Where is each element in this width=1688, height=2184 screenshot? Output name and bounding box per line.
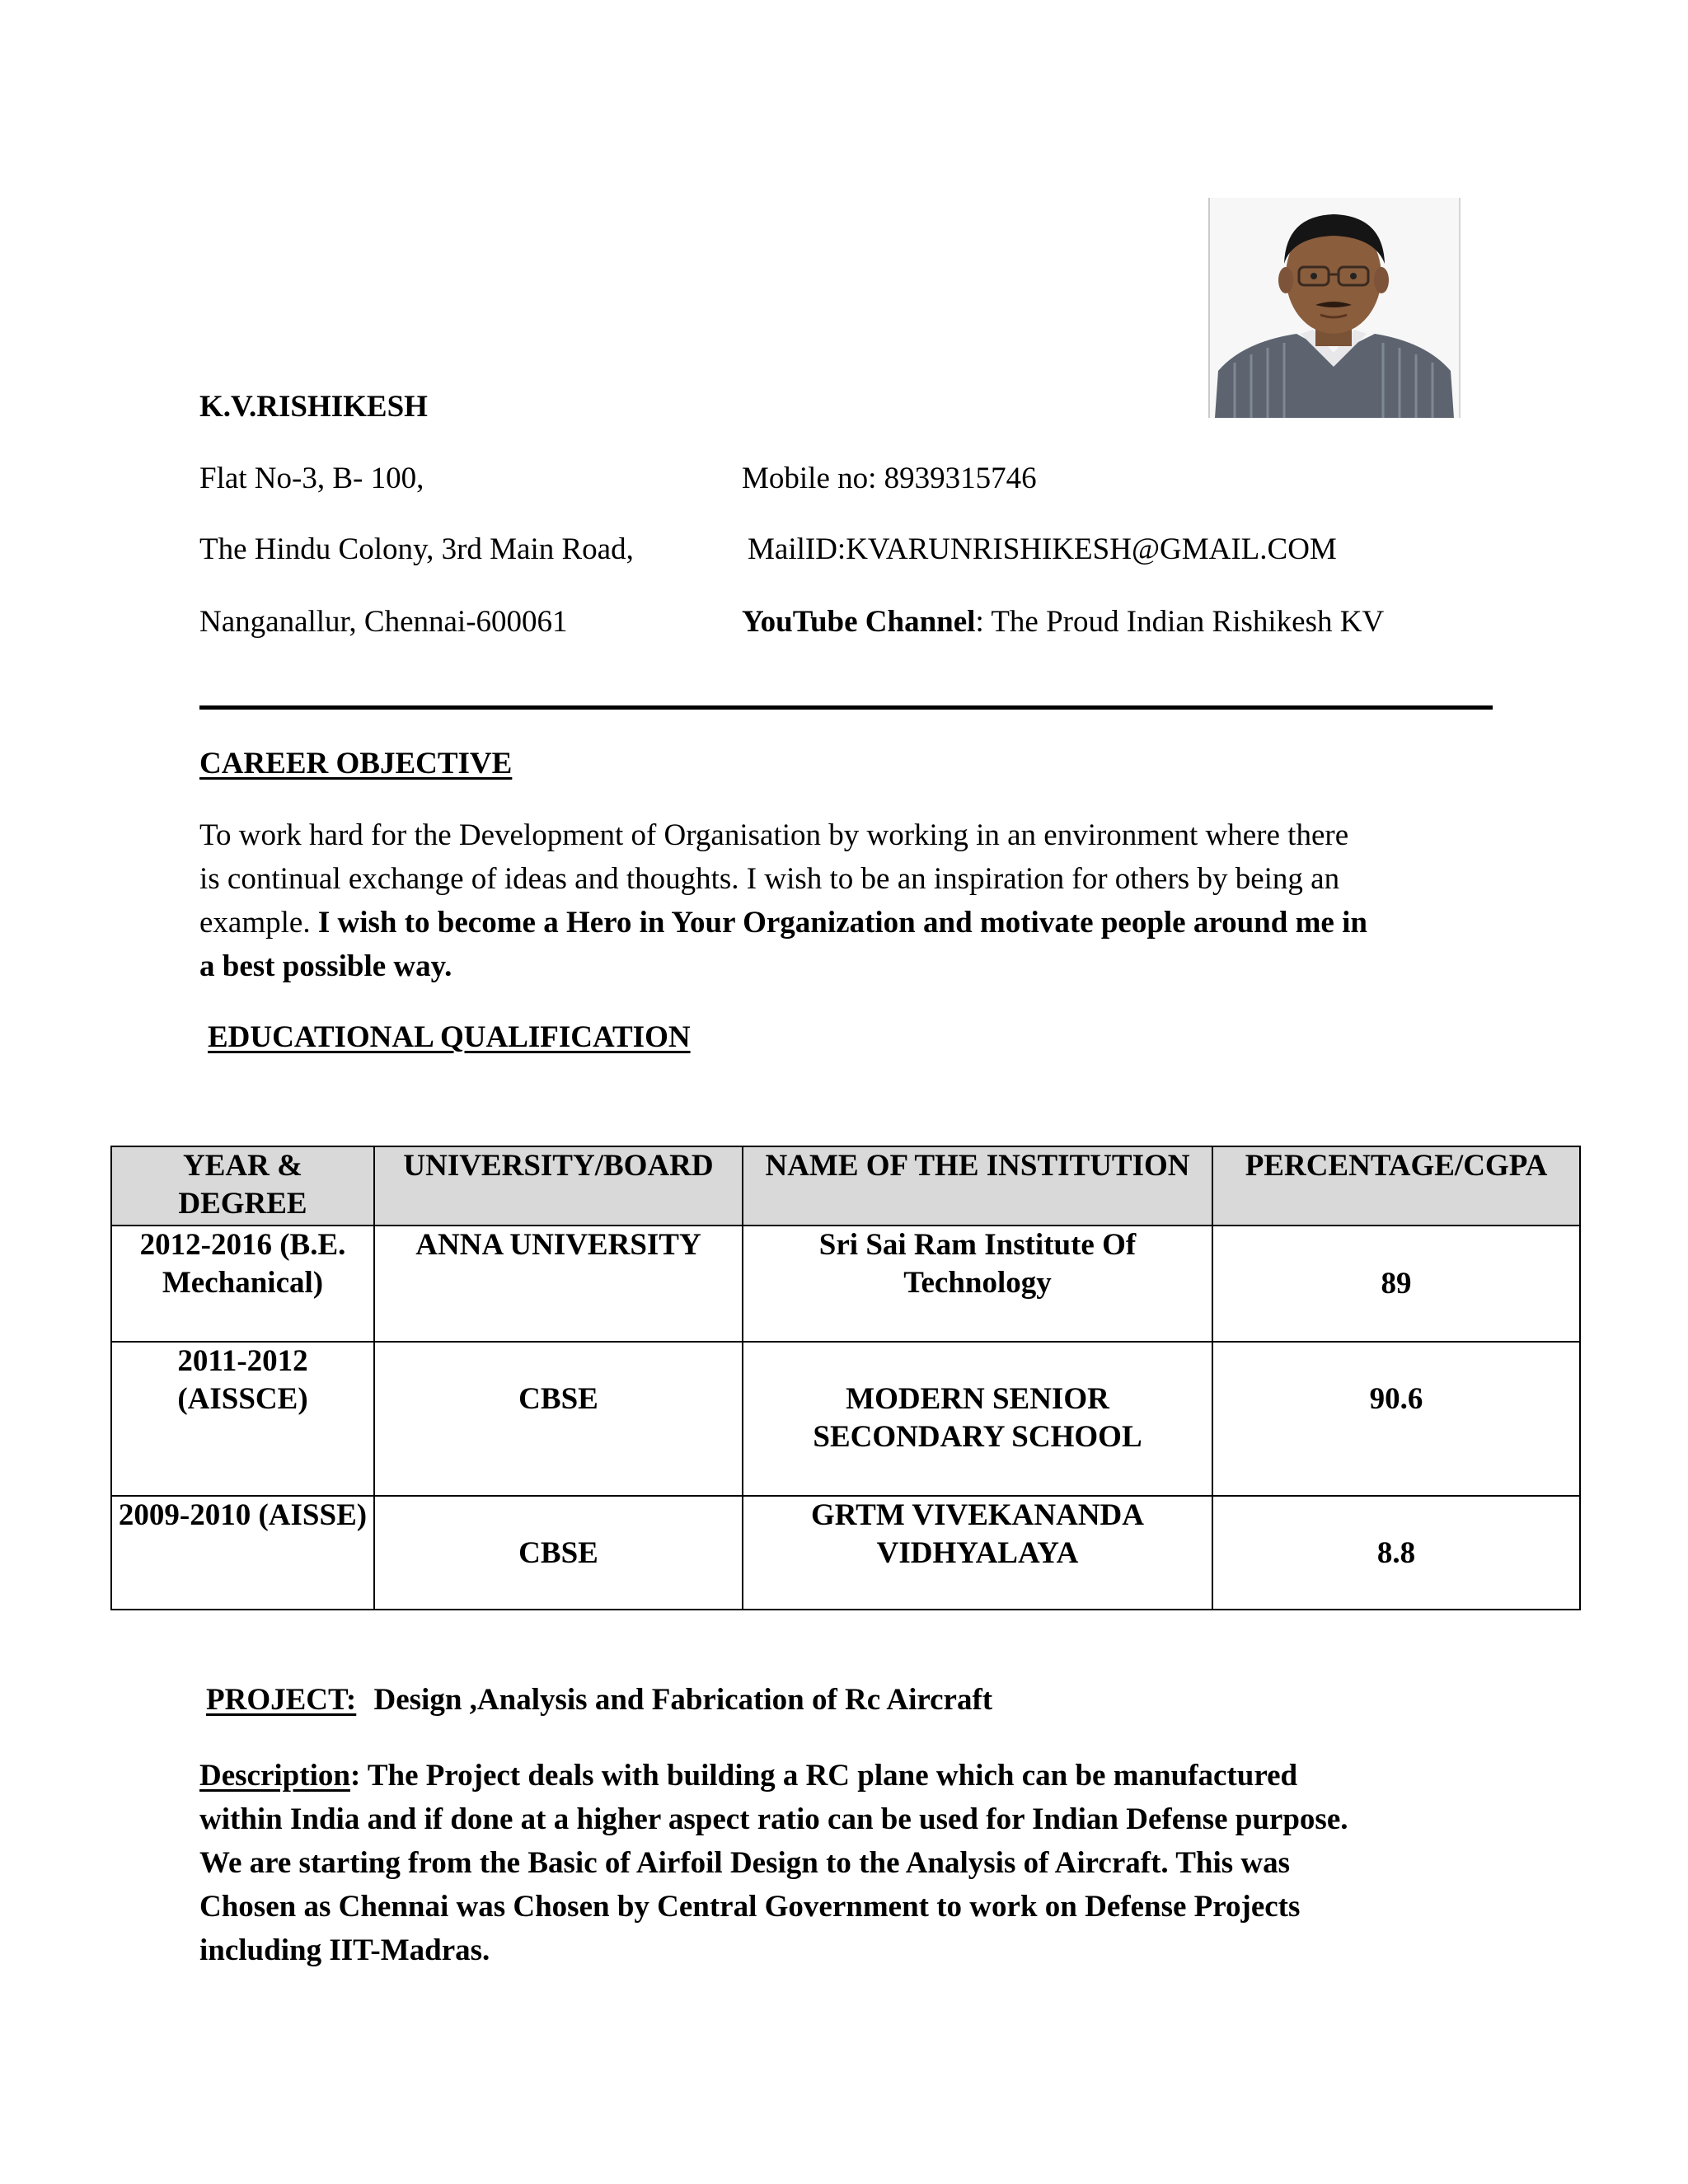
cell-board: CBSE: [374, 1496, 743, 1610]
career-line-3: [199, 901, 1502, 944]
header-divider: [199, 705, 1493, 710]
column-header-institution: NAME OF THE INSTITUTION: [743, 1146, 1212, 1226]
career-line-4: a best possible way.: [199, 949, 452, 983]
education-heading: EDUCATIONAL QUALIFICATION: [208, 1020, 691, 1054]
description-line-5: including IIT-Madras.: [199, 1933, 490, 1967]
project-label: PROJECT:: [206, 1683, 357, 1717]
youtube-channel: [742, 607, 1384, 637]
cell-year-degree: 2009-2010 (AISSE): [111, 1496, 374, 1610]
cell-year-degree: 2012-2016 (B.E. Mechanical): [111, 1226, 374, 1342]
education-table: [110, 1146, 1581, 1610]
column-header-percentage: PERCENTAGE/CGPA: [1212, 1146, 1580, 1226]
career-objective-heading: CAREER OBJECTIVE: [199, 747, 513, 780]
project-line: [206, 1685, 992, 1715]
description-line-3: We are starting from the Basic of Airfoil Design to the Analysis of Aircraft. This was: [199, 1846, 1291, 1880]
career-objective-text: [199, 813, 1502, 988]
address-line-1: Flat No-3, B- 100,: [199, 462, 424, 495]
table-row: [111, 1342, 1580, 1496]
cell-year-degree: 2011-2012 (AISSCE): [111, 1342, 374, 1496]
cell-board: CBSE: [374, 1342, 743, 1496]
mobile-number: Mobile no: 8939315746: [742, 462, 1037, 495]
description-line-2: within India and if done at a higher aspect ratio can be used for Indian Defense purpose.: [199, 1802, 1348, 1836]
career-line-1: To work hard for the Development of Organisation by working in an environment where there: [199, 818, 1349, 852]
cell-score: 8.8: [1212, 1496, 1580, 1610]
column-header-university: UNIVERSITY/BOARD: [374, 1146, 743, 1226]
table-row: [111, 1496, 1580, 1610]
description-label: Description: [199, 1759, 350, 1793]
project-title: Design ,Analysis and Fabrication of Rc Aircraft: [373, 1683, 993, 1717]
cell-institution: MODERN SENIOR SECONDARY SCHOOL: [743, 1342, 1212, 1496]
cell-score: 89: [1212, 1226, 1580, 1342]
career-line-3-bold: I wish to become a Hero in Your Organization and motivate people around me in: [317, 906, 1367, 940]
youtube-value: : The Proud Indian Rishikesh KV: [975, 605, 1385, 639]
address-line-2: The Hindu Colony, 3rd Main Road,: [199, 532, 634, 566]
person-photo-icon: [1210, 198, 1459, 418]
cell-institution: Sri Sai Ram Institute Of Technology: [743, 1226, 1212, 1342]
cell-institution: GRTM VIVEKANANDA VIDHYALAYA: [743, 1496, 1212, 1610]
column-header-year-degree: YEAR & DEGREE: [111, 1146, 374, 1226]
project-description: [199, 1754, 1348, 1972]
description-line-1: [199, 1754, 1348, 1797]
description-line-4: Chosen as Chennai was Chosen by Central Government to work on Defense Projects: [199, 1890, 1301, 1924]
description-line-1-text: : The Project deals with building a RC plane which can be manufactured: [349, 1759, 1298, 1793]
career-line-3-plain: example.: [199, 906, 311, 940]
address-line-3: Nanganallur, Chennai-600061: [199, 605, 568, 639]
career-line-2: is continual exchange of ideas and thoughts. I wish to be an inspiration for others by being an: [199, 862, 1340, 896]
cell-score: 90.6: [1212, 1342, 1580, 1496]
profile-photo: [1208, 198, 1461, 418]
candidate-name: K.V.RISHIKESH: [199, 390, 428, 424]
cell-board: ANNA UNIVERSITY: [374, 1226, 743, 1342]
youtube-label: YouTube Channel: [742, 605, 976, 639]
email-address: MailID:KVARUNRISHIKESH@GMAIL.COM: [748, 532, 1337, 566]
table-header-row: [111, 1146, 1580, 1226]
table-row: [111, 1226, 1580, 1342]
